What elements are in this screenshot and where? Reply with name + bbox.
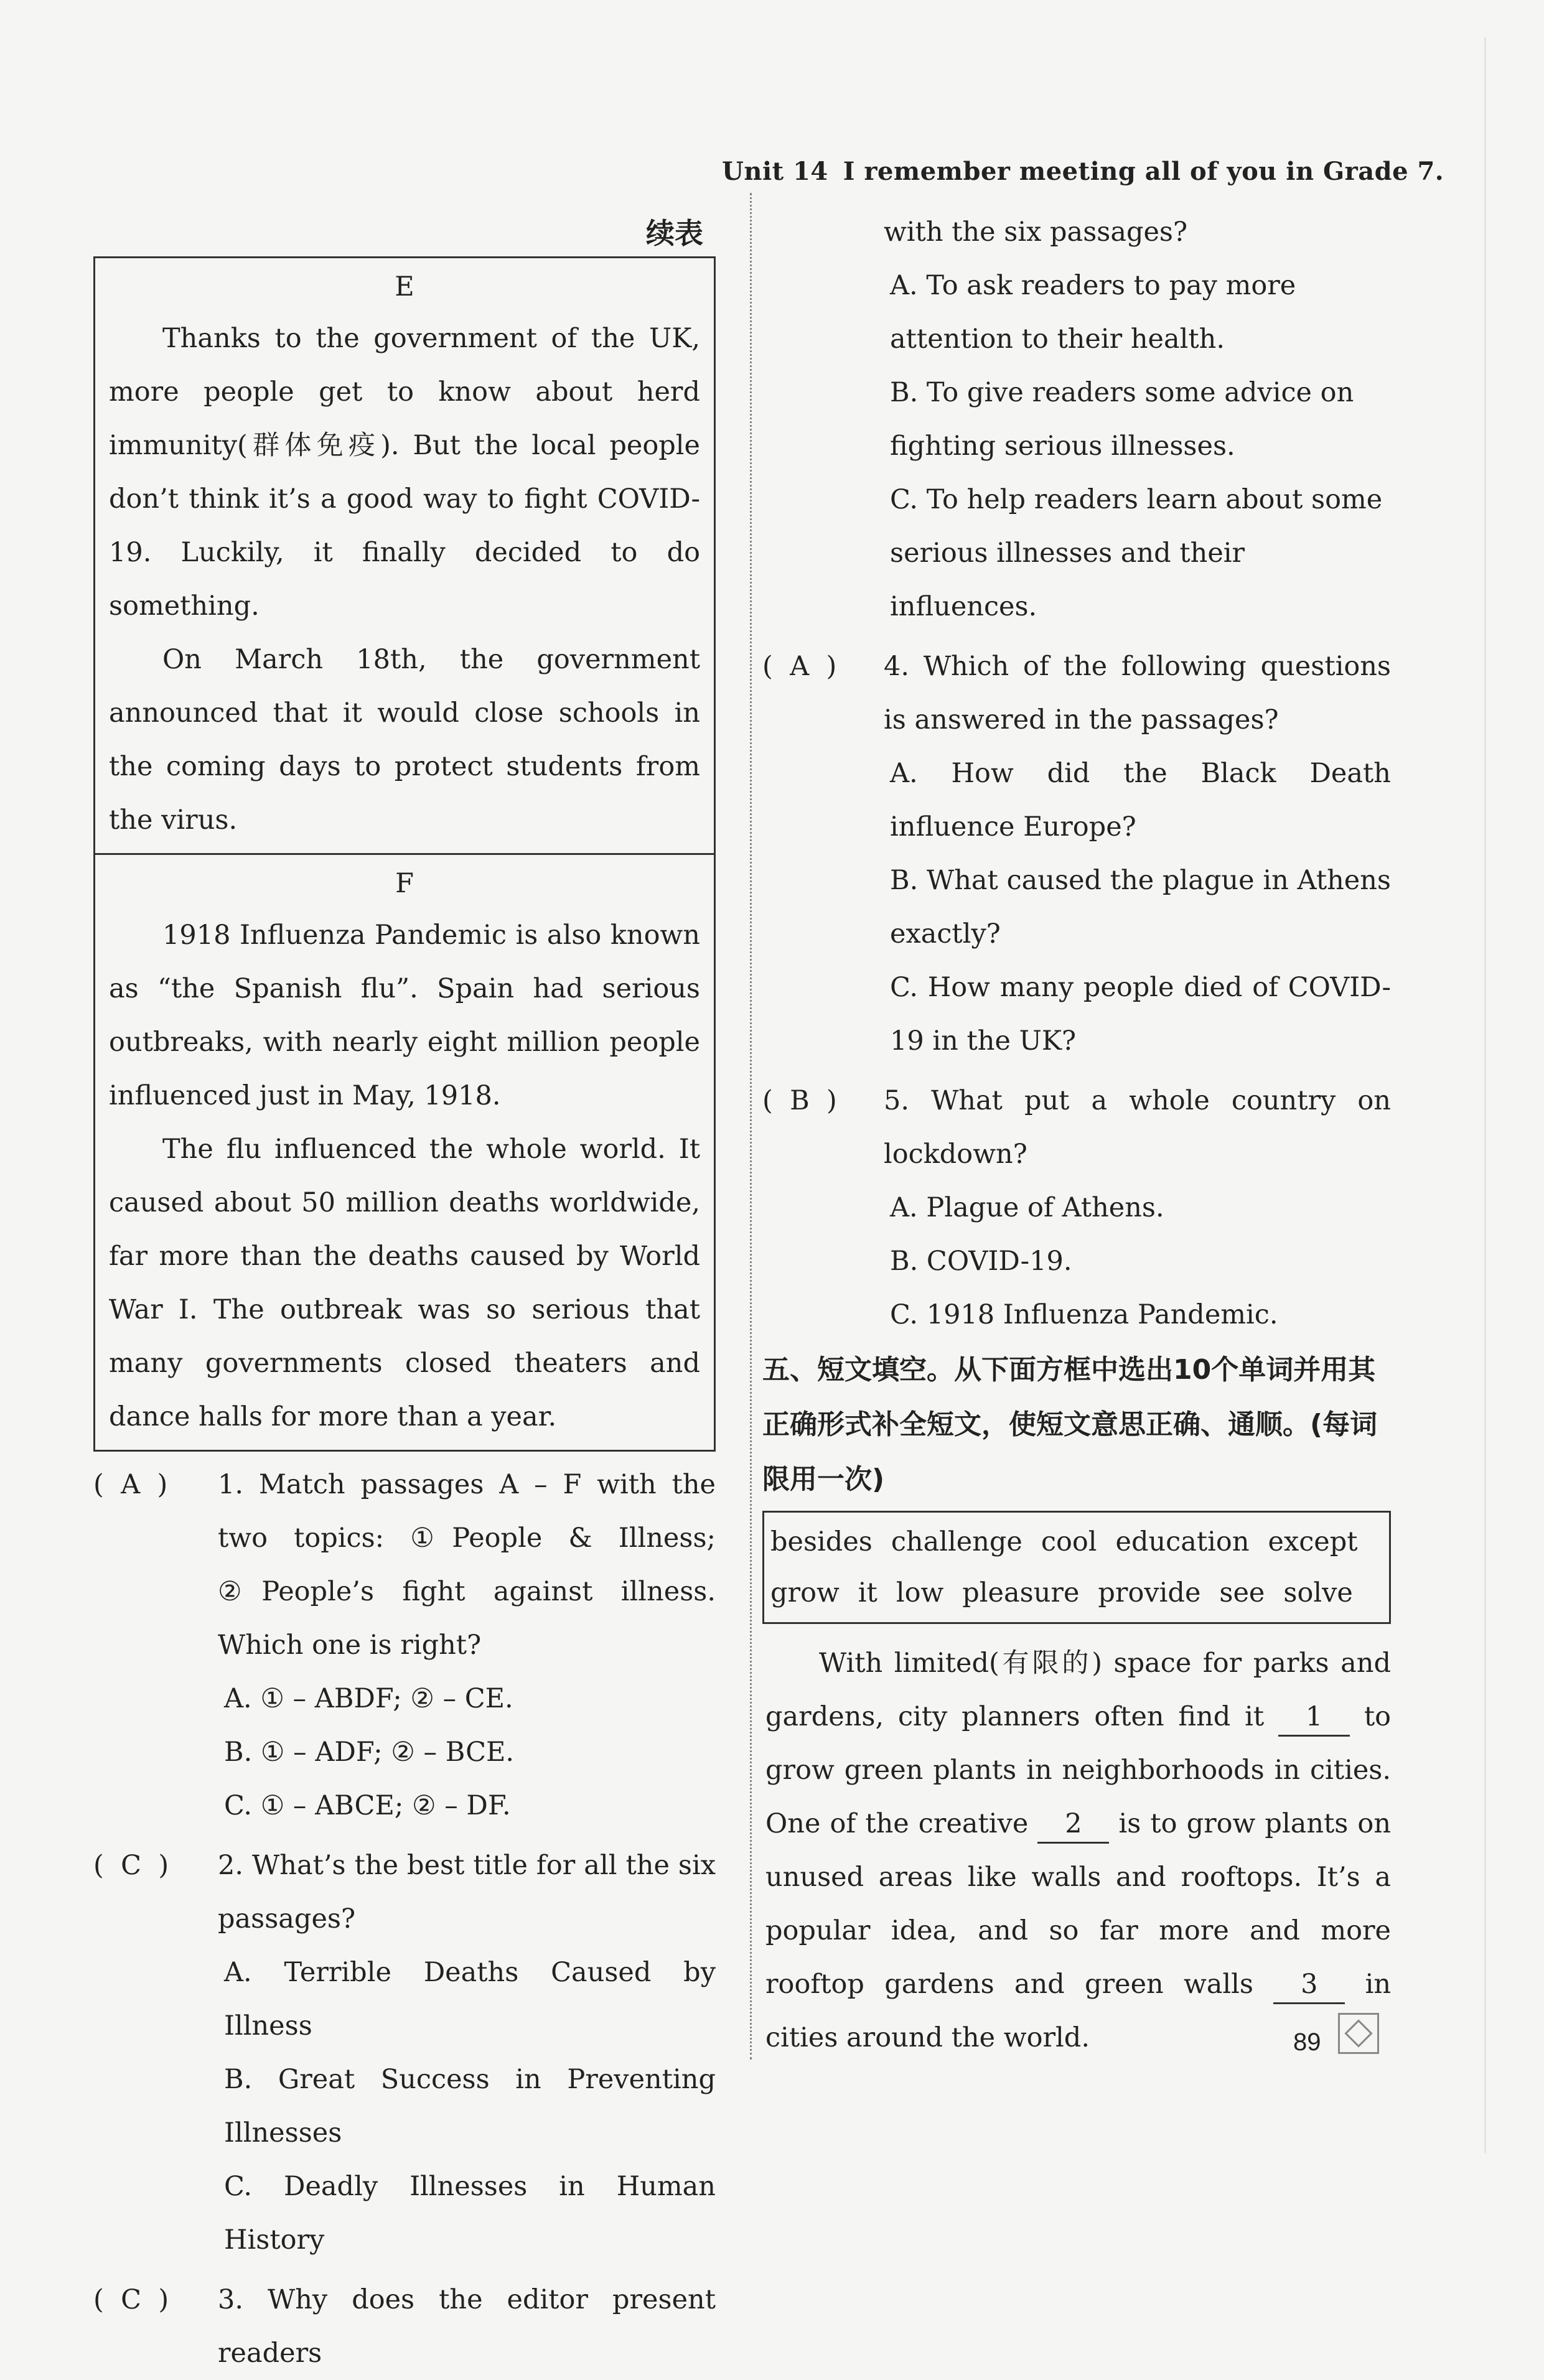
passage-letter: E [395, 271, 414, 302]
question-3-continued [762, 205, 1391, 633]
word-bank-item: grow [770, 1577, 840, 1608]
answer-mark: ( B ) [762, 1085, 837, 1116]
left-column [93, 212, 716, 2380]
word-bank [762, 1511, 1391, 1624]
cloze-blank-2[interactable]: 2 [1037, 1806, 1109, 1844]
option: C. Deadly Illnesses in Human History [224, 2171, 716, 2256]
word-bank-item: low [896, 1577, 944, 1608]
word-bank-item: except [1268, 1526, 1358, 1557]
column-divider [750, 193, 752, 2060]
question-5 [762, 1074, 1391, 1342]
answer-mark: ( C ) [93, 2284, 169, 2315]
word-bank-item: education [1115, 1526, 1250, 1557]
answer-mark: ( A ) [762, 651, 837, 682]
question-stem: 5. What put a whole country on lockdown? [884, 1085, 1391, 1170]
answer-mark: ( C ) [93, 1850, 169, 1881]
unit-number: Unit 14 [722, 157, 828, 186]
cloze-passage [762, 1636, 1391, 2065]
option: C. ① – ABCE; ② – DF. [224, 1790, 511, 1821]
diamond-icon [1338, 2013, 1379, 2054]
word-bank-item: it [858, 1577, 877, 1608]
question-stem: 1. Match passages A – F with the two topics: ①People & Illness; ②People’s fight against illness. Which one is right? [218, 1469, 716, 1661]
page-edge [1484, 37, 1486, 2153]
passage-e [95, 258, 714, 853]
word-bank-item: see [1219, 1577, 1265, 1608]
unit-title: I remember meeting all of you in Grade 7. [843, 157, 1444, 186]
continued-label: 续表 [646, 217, 703, 250]
passage-paragraph: 1918 Influenza Pandemic is also known as “the Spanish flu”. Spain had serious outbreaks, with nearly eight million people influenced just in May, 1918. [109, 920, 700, 1111]
question-4 [762, 640, 1391, 1068]
option: B. To give readers some advice on fighting serious illnesses. [890, 377, 1354, 462]
question-3 [93, 2273, 716, 2380]
question-2 [93, 1839, 716, 2267]
question-1 [93, 1458, 716, 1832]
cloze-text: is to grow plants on unused areas like walls and rooftops. It’s a popular idea, and so far more and more rooftop gardens and green walls [765, 1808, 1392, 2000]
option: B. What caused the plague in Athens exactly? [890, 865, 1391, 950]
page-number: 89 [1293, 2028, 1321, 2056]
question-stem: 2. What’s the best title for all the six passages? [218, 1850, 716, 1934]
option: A. To ask readers to pay more attention to their health. [890, 270, 1296, 355]
answer-mark: ( A ) [93, 1469, 168, 1500]
option: B. COVID-19. [890, 1246, 1072, 1277]
option: A. How did the Black Death influence Europe? [890, 758, 1391, 842]
right-column [762, 205, 1391, 2065]
section-5-title: 五、短文填空。从下面方框中选出10个单词并用其正确形式补全短文，使短文意思正确、通顺。(每词限用一次) [762, 1354, 1378, 1495]
cloze-text: in cities around the world. [765, 1969, 1392, 2053]
word-bank-item: solve [1283, 1577, 1353, 1608]
option: A. Terrible Deaths Caused by Illness [224, 1957, 716, 2042]
option: A. ① – ABDF; ② – CE. [224, 1683, 513, 1714]
option: C. How many people died of COVID-19 in the UK? [890, 972, 1391, 1057]
option: A. Plague of Athens. [890, 1192, 1164, 1223]
question-stem-cont: with the six passages? [884, 217, 1188, 248]
cloze-text: With limited(有限的) space for parks and gardens, city planners often find it [765, 1648, 1391, 1732]
passage-table [93, 256, 716, 1452]
cloze-text: to grow green plants in neighborhoods in cities. One of the creative [765, 1701, 1391, 1839]
passage-f [95, 853, 714, 1450]
option: C. To help readers learn about some serious illnesses and their influences. [890, 484, 1383, 622]
option: B. Great Success in Preventing Illnesses [224, 2064, 716, 2149]
word-bank-item: provide [1098, 1577, 1201, 1608]
passage-paragraph: On March 18th, the government announced that it would close schools in the coming days to protect students from the virus. [109, 644, 700, 836]
cloze-blank-3[interactable]: 3 [1273, 1966, 1345, 2004]
word-bank-item: challenge [891, 1526, 1022, 1557]
word-bank-item: pleasure [962, 1577, 1080, 1608]
passage-letter: F [395, 868, 414, 899]
word-bank-item: cool [1041, 1526, 1097, 1557]
passage-paragraph: The flu influenced the whole world. It caused about 50 million deaths worldwide, far more than the deaths caused by World War I. The outbreak was so serious that many governments closed theaters and dance halls for more than a year. [109, 1134, 700, 1432]
word-bank-item: besides [770, 1526, 873, 1557]
passage-paragraph: Thanks to the government of the UK, more people get to know about herd immunity(群体免疫). But the local people don’t think it’s a good way to fight COVID-19. Luckily, it finally decided to do something. [109, 323, 700, 622]
cloze-blank-1[interactable]: 1 [1278, 1699, 1350, 1737]
running-header [722, 157, 1444, 186]
question-stem: 3. Why does the editor present readers [218, 2284, 716, 2369]
question-stem: 4. Which of the following questions is answered in the passages? [884, 651, 1391, 735]
option: B. ① – ADF; ② – BCE. [224, 1737, 515, 1768]
option: C. 1918 Influenza Pandemic. [890, 1299, 1278, 1330]
